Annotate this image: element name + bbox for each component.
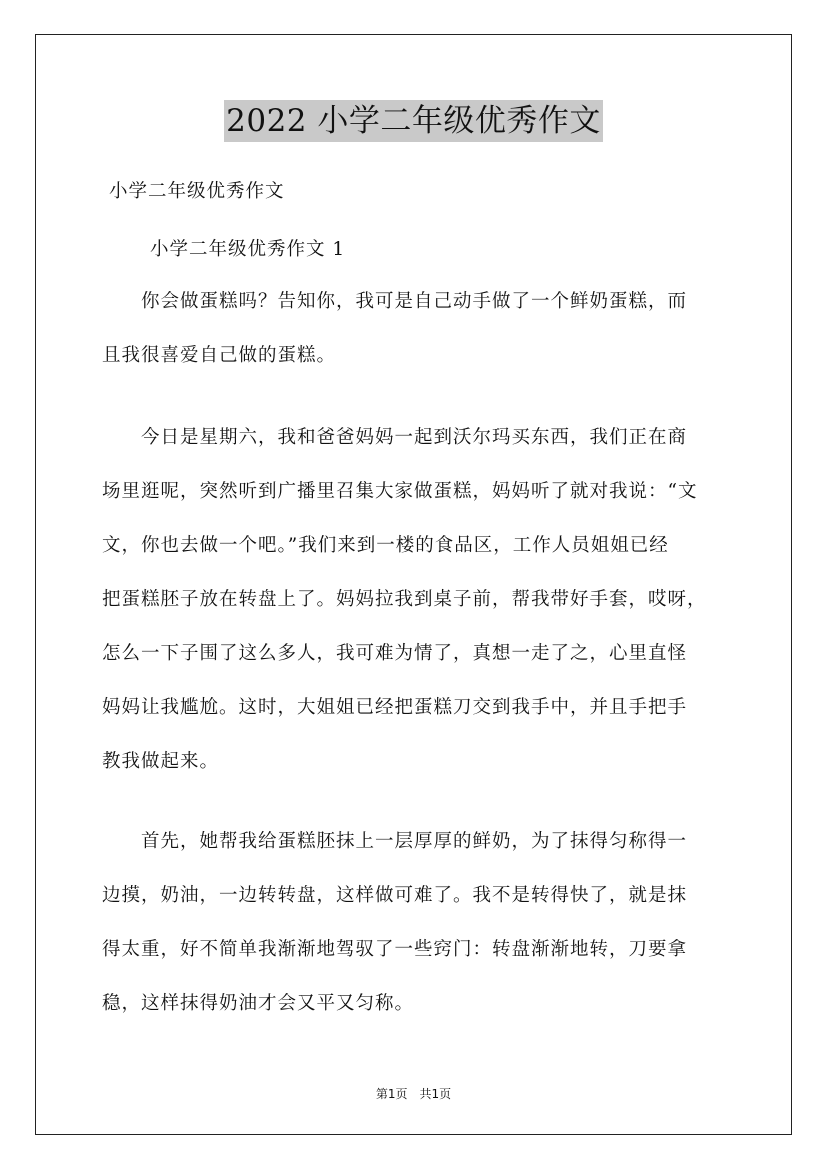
paragraph-line: 文，你也去做一个吧。”我们来到一楼的食品区，工作人员姐姐已经 [102,535,669,556]
paragraph-line: 你会做蛋糕吗？告知你，我可是自己动手做了一个鲜奶蛋糕，而 [102,291,688,312]
document-title: 2022 小学二年级优秀作文 [224,100,603,142]
paragraph-2 [102,426,726,804]
paragraph-line: 场里逛呢，突然听到广播里召集大家做蛋糕，妈妈听了就对我说：“文 [102,481,698,502]
paragraph-1 [102,290,726,398]
paragraph-line: 把蛋糕胚子放在转盘上了。妈妈拉我到桌子前，帮我带好手套，哎呀， [102,589,707,610]
paragraph-line: 边摸，奶油，一边转转盘，这样做可难了。我不是转得快了，就是抹 [102,885,688,906]
paragraph-line: 且我很喜爱自己做的蛋糕。 [102,345,337,366]
title-container [0,100,827,142]
paragraph-3 [102,830,726,1046]
paragraph-line: 首先，她帮我给蛋糕胚抹上一层厚厚的鲜奶，为了抹得匀称得一 [102,831,688,852]
paragraph-line: 怎么一下子围了这么多人，我可难为情了，真想一走了之，心里直怪 [102,643,688,664]
paragraph-line: 妈妈让我尴尬。这时，大姐姐已经把蛋糕刀交到我手中，并且手把手 [102,697,688,718]
essay-heading: 小学二年级优秀作文 1 [150,239,346,260]
paragraph-line: 今日是星期六，我和爸爸妈妈一起到沃尔玛买东西，我们正在商 [102,427,688,448]
paragraph-line: 稳，这样抹得奶油才会又平又匀称。 [102,993,415,1014]
paragraph-line: 教我做起来。 [102,751,220,772]
paragraph-line: 得太重，好不简单我渐渐地驾驭了一些窍门：转盘渐渐地转，刀要拿 [102,939,688,960]
document-subtitle: 小学二年级优秀作文 [109,181,285,202]
page-footer: 第1页 共1页 [375,1087,452,1101]
